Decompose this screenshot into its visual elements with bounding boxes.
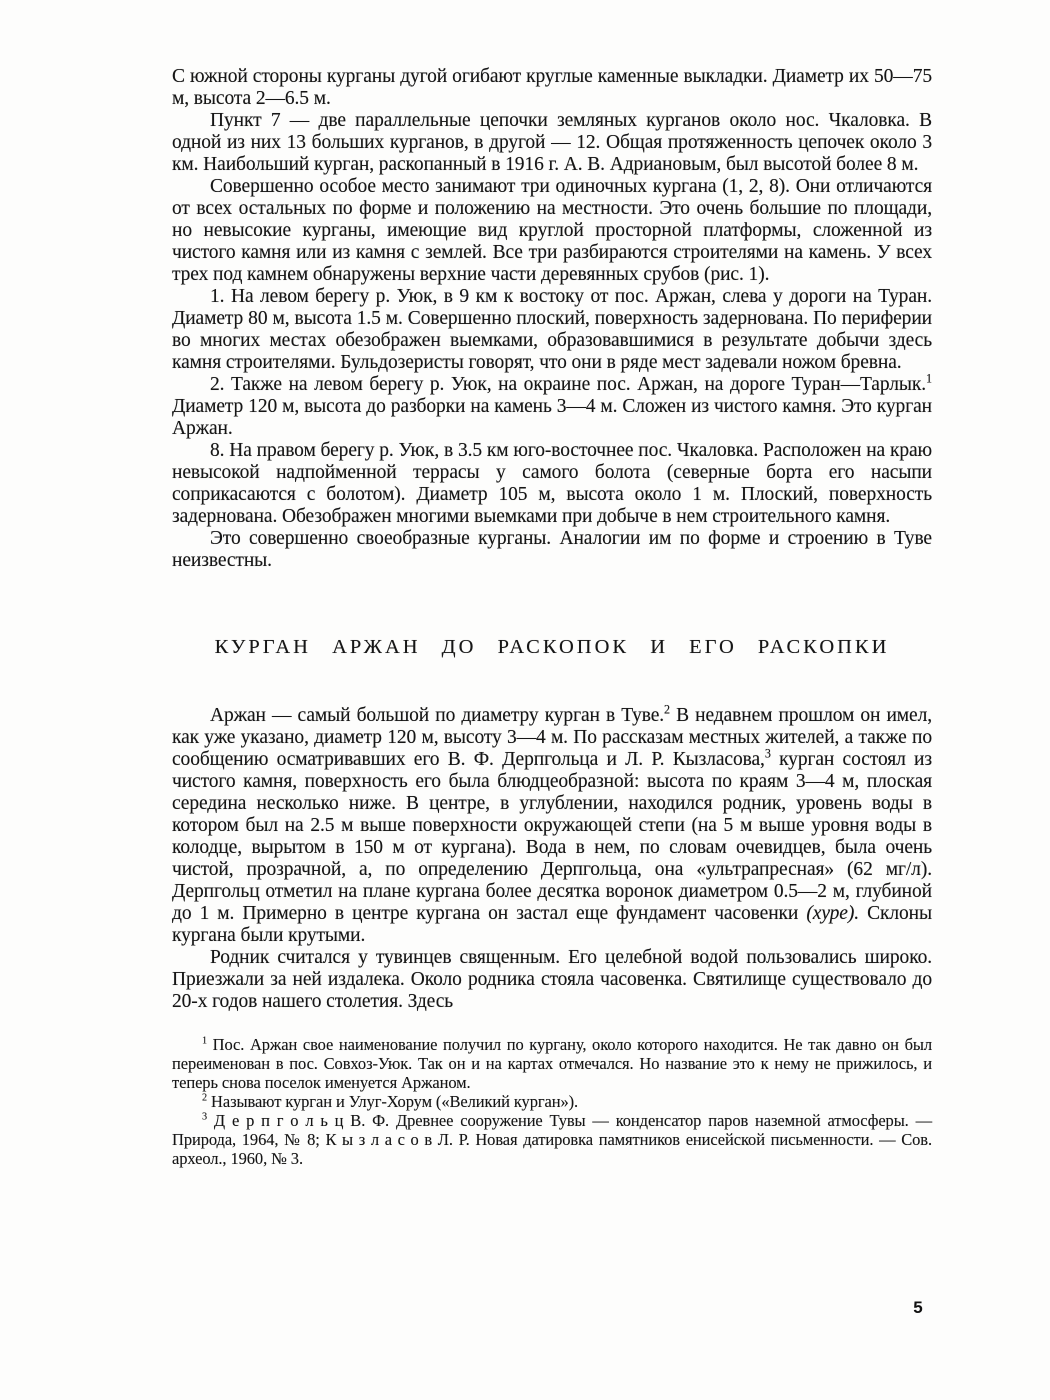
page-number: 5	[913, 1298, 923, 1317]
paragraph-arzhan-description	[172, 702, 932, 947]
footnote-text: Д е р п г о л ь ц В. Ф. Древнее сооружение Тувы — конденсатор паров наземной атмосферы. — Природа, 1964, № 8; К ы з л а с о в Л. Р. Новая датировка памятников енисейской письменности. — Сов. археол., 1960, № 3.	[172, 1111, 932, 1168]
paragraph-continuation: С южной стороны курганы дугой огибают круглые каменные выкладки. Диаметр их 50—75 м, высота 2—6.5 м.	[172, 66, 932, 109]
footnote-text: Называют курган и Улуг-Хорум («Великий курган»).	[207, 1092, 579, 1111]
italic-term-hure: (хуре).	[806, 903, 859, 924]
paragraph-text: Аржан — самый большой по диаметру курган в Туве.	[210, 705, 665, 726]
footnote-reference-1: 1	[926, 371, 932, 386]
paragraph-summary: Это совершенно своеобразные курганы. Аналогии им по форме и строению в Туве неизвестны.	[172, 528, 932, 571]
footnote-reference-3: 3	[764, 746, 771, 761]
footnote-1	[172, 1035, 932, 1092]
paragraph-spring: Родник считался у тувинцев священным. Его целебной водой пользовались широко. Приезжали за ней издалека. Около родника стояла часовенка. Святилище существовало до 20-х годов нашего столетия. Здесь	[172, 947, 932, 1012]
footnotes-block	[172, 1035, 932, 1168]
footnote-marker-3: 3	[202, 1111, 208, 1123]
section-heading: КУРГАН АРЖАН ДО РАСКОПОК И ЕГО РАСКОПКИ	[214, 636, 890, 658]
paragraph-text: 2. Также на левом берегу р. Уюк, на окраине пос. Аржан, на дороге Туран—Тарлык.	[210, 374, 927, 395]
paragraph-three-kurgans: Совершенно особое место занимают три одиночных кургана (1, 2, 8). Они отличаются от всех остальных по форме и положению на местности. Это очень большие по площади, но невысокие курганы, имеющие вид круглой просторной платформы, сложенной из чистого камня или из камня с землей. Все три разбираются строителями на камень. У всех трех под камнем обнаружены верхние части деревянных срубов (рис. 1).	[172, 176, 932, 285]
footnote-marker-2: 2	[202, 1092, 208, 1104]
footnote-text: Пос. Аржан свое наименование получил по кургану, около которого находится. Не так давно он был переименован в пос. Совхоз-Уюк. Так он и на картах отмечался. Но название это к нему не прижилось, и теперь снова поселок именуется Аржаном.	[172, 1035, 932, 1092]
footnote-2	[172, 1092, 932, 1111]
paragraph-point-7: Пункт 7 — две параллельные цепочки земляных курганов около нос. Чкаловка. В одной из них 13 больших курганов, в другой — 12. Общая протяженность цепочек около 3 км. Наибольший курган, раскопанный в 1916 г. А. В. Адриановым, был высотой более 8 м.	[172, 110, 932, 175]
paragraph-text: курган состоял из чистого камня, поверхность его была блюдцеобразной: высота по краям 3—4 м, плоская середина несколько ниже. В центре, в углублении, находился родник, уровень воды в котором был на 2.5 м выше поверхности окружающей степи (на 5 м выше уровня воды в колодце, вырытом в 150 м от кургана). Вода в нем, по словам очевидцев, была очень чистой, прозрачной, а, по определению Дерпгольца, она «ультрапресная» (62 мг/л). Дерпгольц отметил на плане кургана более десятка воронок диаметром 0.5—2 м, глубиной до 1 м. Примерно в центре кургана он застал еще фундамент часовенки	[172, 749, 932, 924]
paragraph-text: Диаметр 120 м, высота до разборки на камень 3—4 м. Сложен из чистого камня. Это курган Аржан.	[172, 396, 932, 439]
footnote-reference-2: 2	[664, 702, 670, 717]
paragraph-text: В недавнем прошлом он имел, как уже указано, диаметр 120 м, высоту 3—4 м. По рассказам местных жителей, а также по сообщению осматривавших его В. Ф. Дерпгольца и Л. Р. Кызласова,	[172, 705, 932, 770]
paragraph-text: Склоны кургана были крутыми.	[172, 903, 932, 946]
footnote-3	[172, 1111, 932, 1168]
paragraph-kurgan-2	[172, 371, 932, 440]
page-text-block	[172, 66, 932, 1168]
paragraph-kurgan-8: 8. На правом берегу р. Уюк, в 3.5 км юго-восточнее пос. Чкаловка. Расположен на краю невысокой надпойменной террасы у самого болота (северные борта его насыпи соприкасаются с болотом). Диаметр 105 м, высота около 1 м. Плоский, поверхность задернована. Обезображен многими выемками при добыче в нем строительного камня.	[172, 440, 932, 527]
paragraph-kurgan-1: 1. На левом берегу р. Уюк, в 9 км к востоку от пос. Аржан, слева у дороги на Туран. Диаметр 80 м, высота 1.5 м. Совершенно плоский, поверхность задернована. По периферии во многих местах обезображен выемками, образовавшимися в результате добычи здесь камня строителями. Бульдозеристы говорят, что они в ряде мест задевали ножом бревна.	[172, 286, 932, 373]
footnote-marker-1: 1	[202, 1035, 208, 1047]
